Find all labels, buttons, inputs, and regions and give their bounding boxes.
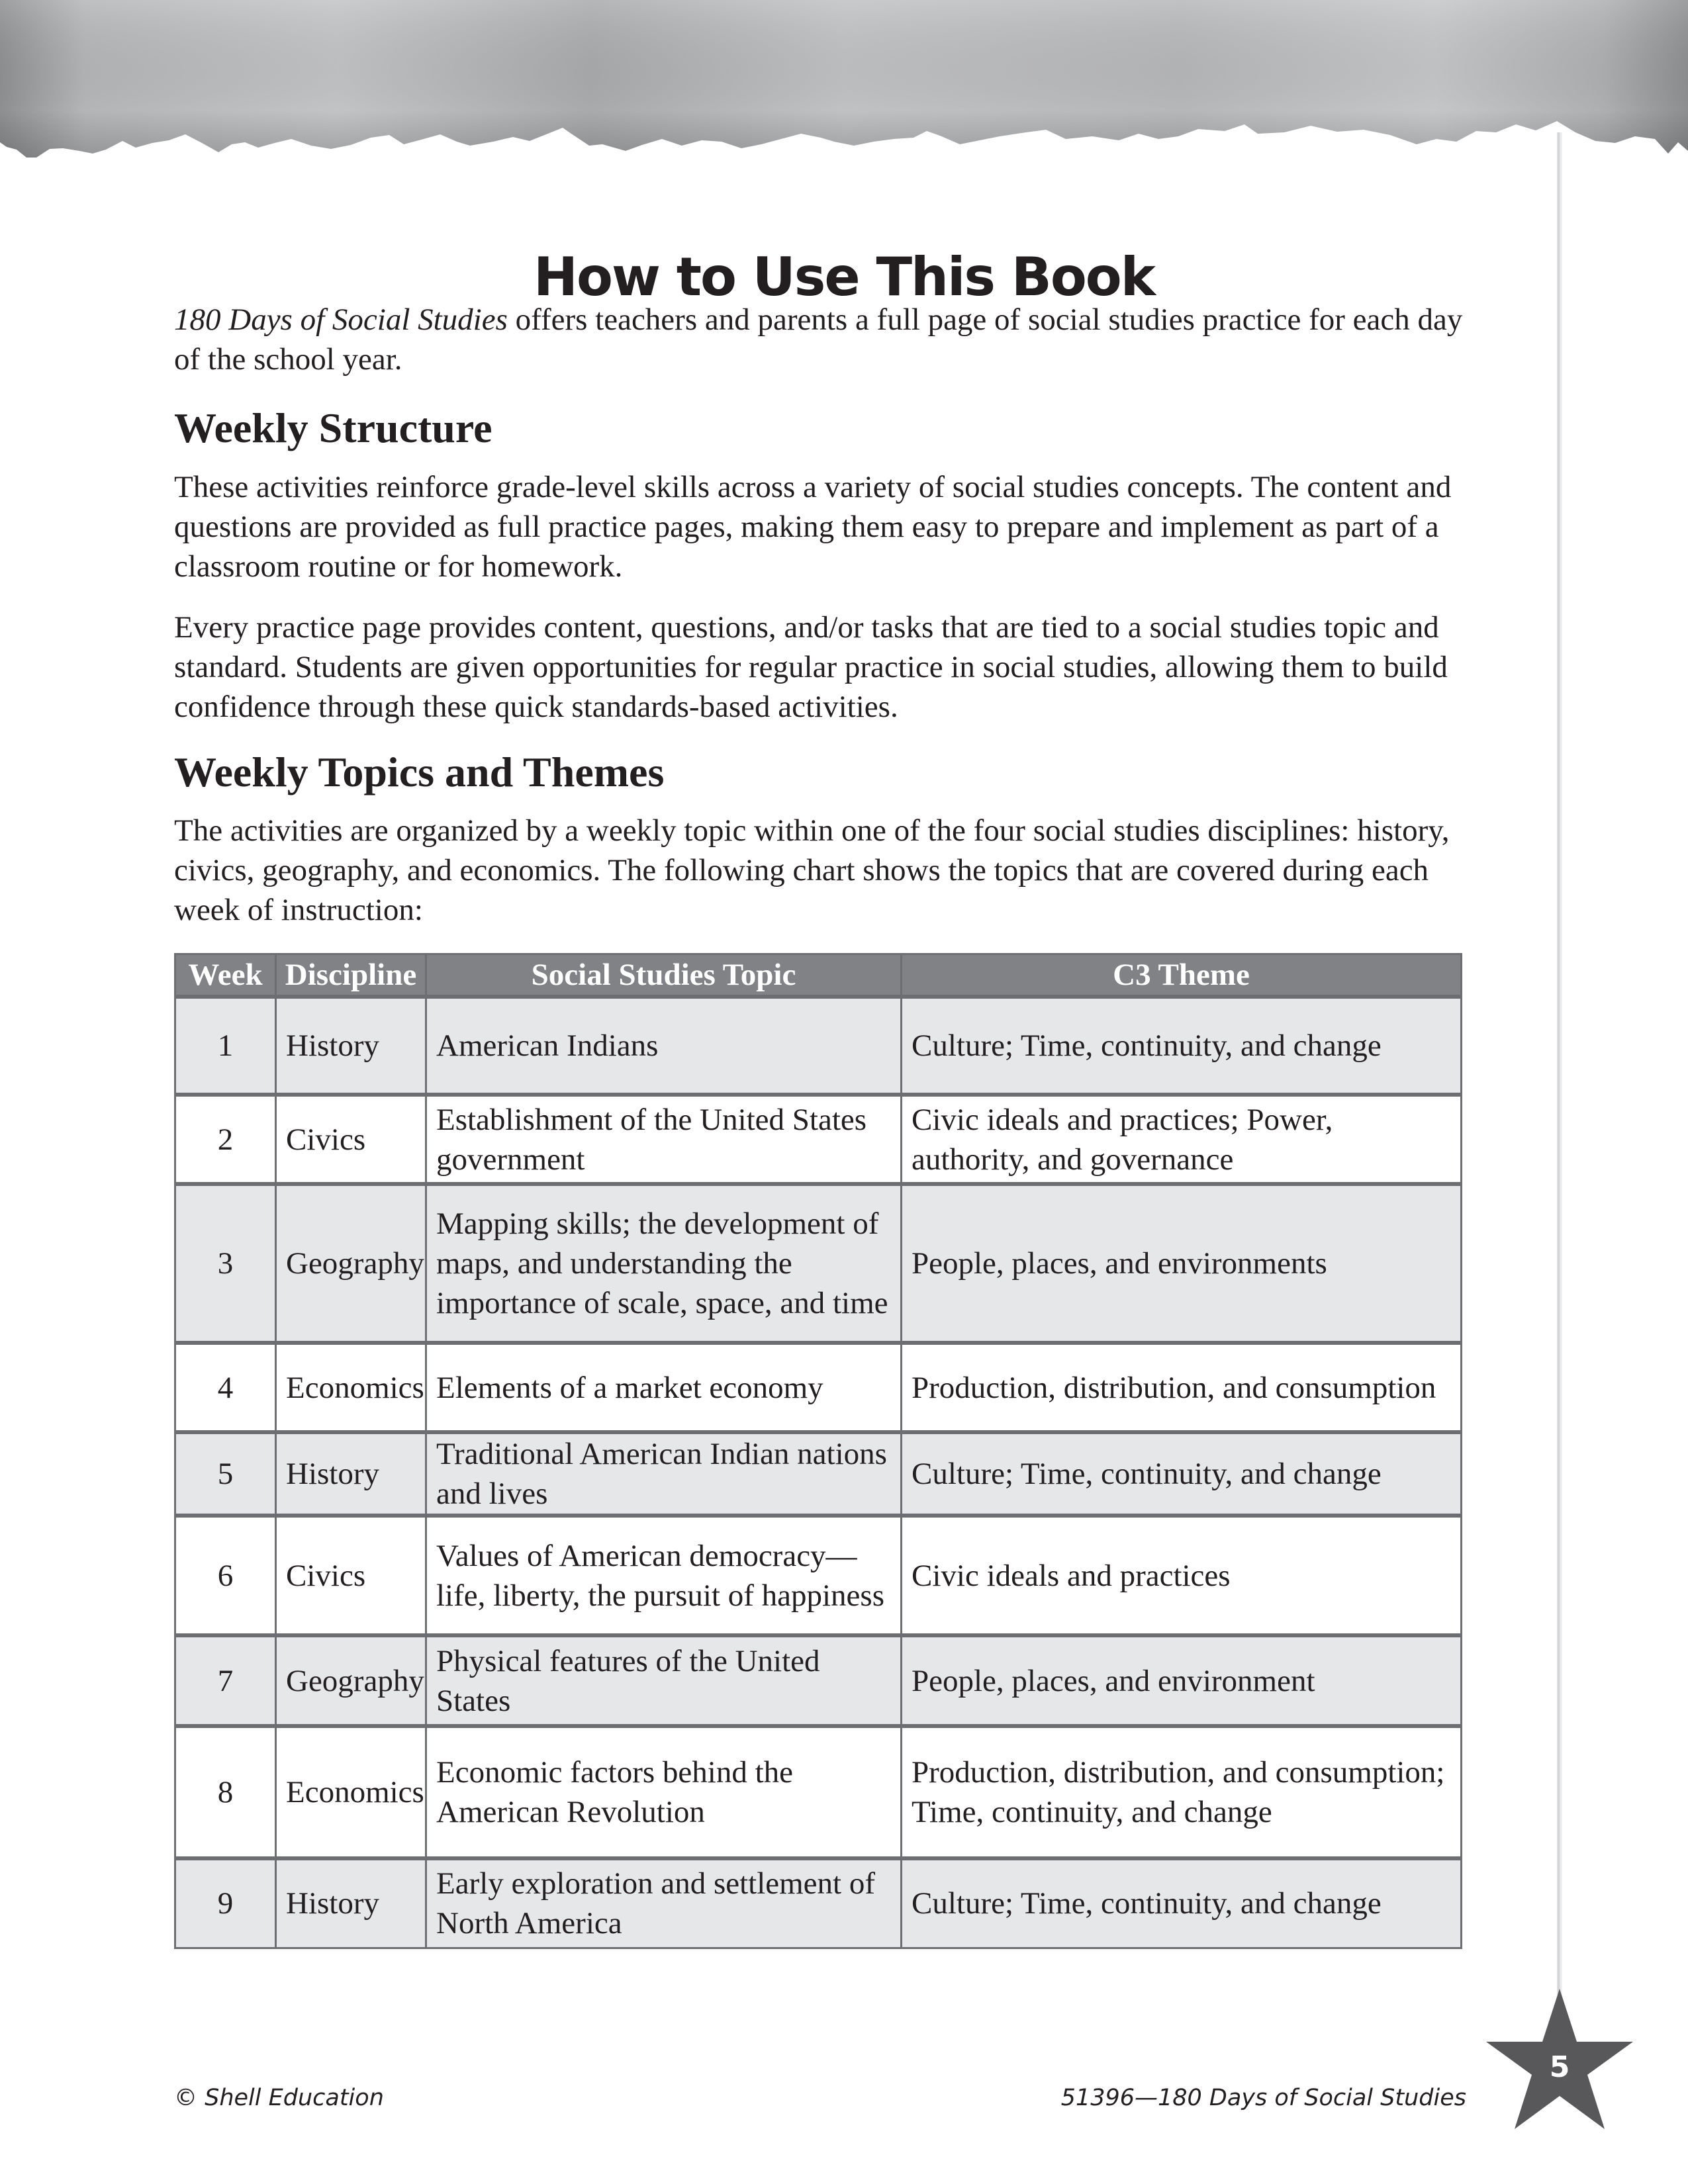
table-row: [175, 1432, 1462, 1516]
cell-topic: Values of American democracy—life, liberty, the pursuit of happiness: [426, 1516, 902, 1635]
weekly-structure-paragraph-2: Every practice page provides content, questions, and/or tasks that are tied to a social studies topic and standard. Students are given opportunities for regular practice in social studies, allowing them to build confidence through these quick standards-based activities.: [174, 610, 1448, 724]
intro-paragraph: [174, 300, 1465, 379]
cell-discipline: Civics: [276, 1516, 426, 1635]
cell-discipline: Geography: [276, 1184, 426, 1343]
cell-theme: Culture; Time, continuity, and change: [902, 1432, 1462, 1516]
header-c3-theme: C3 Theme: [902, 954, 1462, 997]
cell-theme: Civic ideals and practices: [902, 1516, 1462, 1635]
cell-theme: People, places, and environments: [902, 1184, 1462, 1343]
cell-week: 9: [175, 1858, 276, 1948]
weekly-topics-table: [174, 953, 1462, 1949]
cell-topic: Traditional American Indian nations and lives: [426, 1432, 902, 1516]
table-row: [175, 1095, 1462, 1184]
cell-theme: Production, distribution, and consumption; Time, continuity, and change: [902, 1726, 1462, 1858]
footer-book-reference: 51396—180 Days of Social Studies: [1060, 2085, 1466, 2111]
cell-week: 8: [175, 1726, 276, 1858]
cell-topic: American Indians: [426, 997, 902, 1095]
table-row: [175, 1184, 1462, 1343]
cell-topic: Elements of a market economy: [426, 1343, 902, 1432]
footer-copyright: © Shell Education: [174, 2085, 384, 2111]
table-row: [175, 1858, 1462, 1948]
cell-topic: Economic factors behind the American Revolution: [426, 1726, 902, 1858]
cell-week: 2: [175, 1095, 276, 1184]
table-row: [175, 1343, 1462, 1432]
cell-week: 6: [175, 1516, 276, 1635]
heading-weekly-structure: Weekly Structure: [174, 404, 492, 451]
book-title-italic: 180 Days of Social Studies: [174, 302, 508, 337]
cell-discipline: Geography: [276, 1635, 426, 1726]
cell-topic: Mapping skills; the development of maps, and understanding the importance of scale, space, and time: [426, 1184, 902, 1343]
header-topic: Social Studies Topic: [426, 954, 902, 997]
cell-discipline: Civics: [276, 1095, 426, 1184]
cell-week: 3: [175, 1184, 276, 1343]
intro-text: offers teachers and parents a full page of social studies practice for each day of the school year.: [174, 302, 1463, 377]
cell-discipline: History: [276, 1432, 426, 1516]
cell-discipline: Economics: [276, 1726, 426, 1858]
table-header-row: [175, 954, 1462, 997]
cell-theme: Production, distribution, and consumption: [902, 1343, 1462, 1432]
weekly-topics-paragraph: The activities are organized by a weekly topic within one of the four social studies disciplines: history, civics, geography, and economics. The following chart shows the topics that are covered during each week of instruction:: [174, 813, 1450, 927]
cell-week: 4: [175, 1343, 276, 1432]
table-row: [175, 1635, 1462, 1726]
heading-weekly-topics: Weekly Topics and Themes: [174, 749, 665, 796]
weekly-structure-paragraph-1: These activities reinforce grade-level skills across a variety of social studies concepts. The content and questions are provided as full practice pages, making them easy to prepare and implement as part of a classroom routine or for homework.: [174, 470, 1452, 584]
table-row: [175, 997, 1462, 1095]
cell-week: 7: [175, 1635, 276, 1726]
cell-theme: Civic ideals and practices; Power, authority, and governance: [902, 1095, 1462, 1184]
table-row: [175, 1516, 1462, 1635]
torn-paper-banner: [0, 0, 1688, 172]
cell-theme: People, places, and environment: [902, 1635, 1462, 1726]
page-title: How to Use This Book: [534, 246, 1154, 308]
cell-topic: Establishment of the United States government: [426, 1095, 902, 1184]
header-discipline: Discipline: [276, 954, 426, 997]
cell-discipline: History: [276, 997, 426, 1095]
table-row: [175, 1726, 1462, 1858]
cell-topic: Physical features of the United States: [426, 1635, 902, 1726]
hanging-ribbon-line: [1557, 132, 1562, 1995]
header-week: Week: [175, 954, 276, 997]
cell-week: 1: [175, 997, 276, 1095]
page-number: 5: [1549, 2050, 1570, 2084]
cell-discipline: Economics: [276, 1343, 426, 1432]
cell-theme: Culture; Time, continuity, and change: [902, 997, 1462, 1095]
cell-discipline: History: [276, 1858, 426, 1948]
cell-theme: Culture; Time, continuity, and change: [902, 1858, 1462, 1948]
cell-topic: Early exploration and settlement of North America: [426, 1858, 902, 1948]
cell-week: 5: [175, 1432, 276, 1516]
